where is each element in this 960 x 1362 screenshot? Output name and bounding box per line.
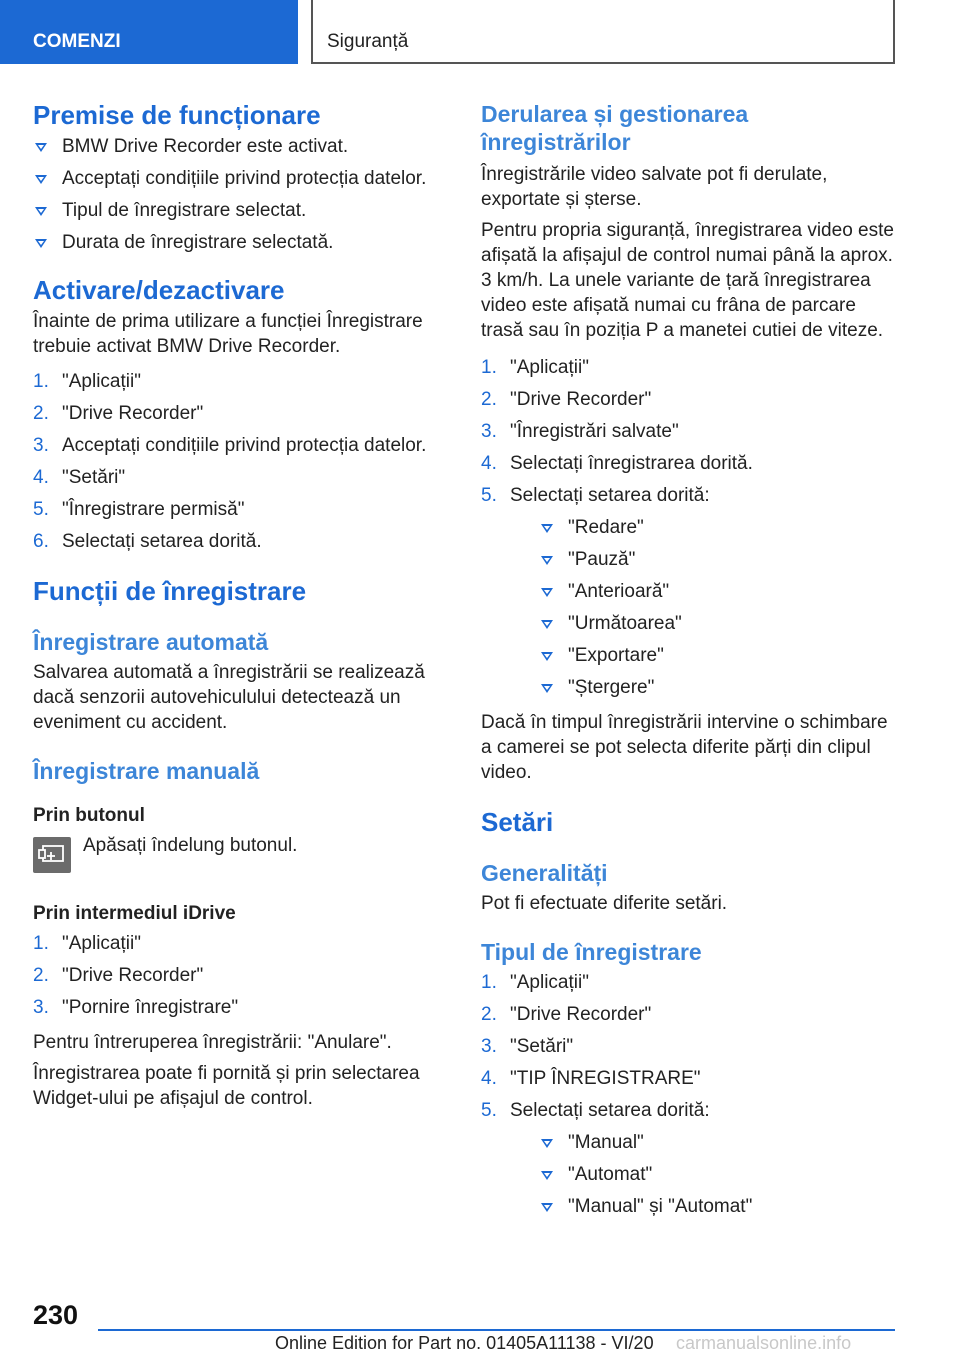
derulare-text2: Pentru propria siguranță, înregistrarea video este afișată la afișajul de control numai până la aprox. 3 km/h. La unele variante de țară înregistrarea video este afișată numai cu frâna de parcare trasă sau în poziția P a manetei cutiei de viteze. bbox=[481, 220, 894, 341]
list-item: 5. Selectați setarea dorită: "Manual" "Automat" "Manual" și "Automat" bbox=[481, 1098, 896, 1219]
list-item: 6. Selectați setarea dorită. bbox=[33, 531, 262, 552]
list-item: 2. "Drive Recorder" bbox=[33, 965, 204, 986]
record-button-icon bbox=[33, 837, 71, 873]
list-item: 5. Selectați setarea dorită: "Redare" "Pauză" "Anterioară" "Următoarea" "Exportare" "Ștergere" bbox=[481, 483, 896, 700]
button-instruction bbox=[33, 833, 448, 883]
triangle-bullet-icon bbox=[541, 620, 553, 629]
manuala-text1: Pentru întreruperea înregistrării: "Anulare". bbox=[33, 1032, 392, 1053]
triangle-bullet-icon bbox=[35, 175, 47, 184]
triangle-bullet-icon bbox=[541, 1171, 553, 1180]
list-item: 3. "Pornire înregistrare" bbox=[33, 997, 239, 1018]
idrive-steps bbox=[33, 931, 448, 1020]
list-item: Acceptați condițiile privind protecția datelor. bbox=[33, 166, 448, 191]
left-column bbox=[33, 100, 448, 1117]
list-item: 1. "Aplicații" bbox=[33, 933, 141, 954]
list-item: "Manual" bbox=[539, 1130, 896, 1155]
header-chapter-title: Siguranță bbox=[311, 0, 895, 64]
triangle-bullet-icon bbox=[35, 143, 47, 152]
list-item: "Manual" și "Automat" bbox=[539, 1194, 896, 1219]
header-section-tab: COMENZI bbox=[0, 0, 298, 64]
triangle-bullet-icon bbox=[541, 652, 553, 661]
footer-divider bbox=[98, 1329, 895, 1331]
list-item: BMW Drive Recorder este activat. bbox=[33, 134, 448, 159]
generalitati-text: Pot fi efectuate diferite setări. bbox=[481, 893, 728, 914]
activare-text: Înainte de prima utilizare a funcției Înregistrare trebuie activat BMW Drive Recorder. bbox=[33, 311, 423, 357]
list-item: 5. "Înregistrare permisă" bbox=[33, 499, 245, 520]
heading-premise: Premise de funcționare bbox=[33, 100, 321, 130]
heading-prin-idrive: Prin intermediul iDrive bbox=[33, 903, 236, 924]
list-item: "Redare" bbox=[539, 515, 896, 540]
triangle-bullet-icon bbox=[541, 1203, 553, 1212]
list-item: 2. "Drive Recorder" bbox=[33, 403, 204, 424]
list-item: 4. Selectați înregistrarea dorită. bbox=[481, 453, 753, 474]
list-item: 1. "Aplicații" bbox=[33, 371, 141, 392]
triangle-bullet-icon bbox=[35, 207, 47, 216]
derulare-text1: Înregistrările video salvate pot fi derulate, exportate și șterse. bbox=[481, 164, 828, 210]
derulare-text3: Dacă în timpul înregistrării intervine o schimbare a camerei se pot selecta diferite părți din clipul video. bbox=[481, 712, 888, 783]
heading-generalitati: Generalități bbox=[481, 860, 608, 886]
list-item: 4. "TIP ÎNREGISTRARE" bbox=[481, 1068, 701, 1089]
list-item: Durata de înregistrare selectată. bbox=[33, 230, 448, 255]
list-item: "Următoarea" bbox=[539, 611, 896, 636]
automata-text: Salvarea automată a înregistrării se realizează dacă senzorii autovehiculului detectează un eveniment cu accident. bbox=[33, 662, 425, 733]
footer-watermark: carmanualsonline.info bbox=[676, 1333, 852, 1353]
list-item: "Exportare" bbox=[539, 643, 896, 668]
manuala-text2: Înregistrarea poate fi pornită și prin selectarea Widget-ului pe afișajul de control. bbox=[33, 1063, 420, 1109]
list-item: 4. "Setări" bbox=[33, 467, 126, 488]
list-item: Tipul de înregistrare selectat. bbox=[33, 198, 448, 223]
heading-automata: Înregistrare automată bbox=[33, 629, 269, 655]
right-column bbox=[481, 100, 896, 1229]
triangle-bullet-icon bbox=[541, 684, 553, 693]
list-item: 3. "Setări" bbox=[481, 1036, 574, 1057]
list-item: 3. "Înregistrări salvate" bbox=[481, 421, 679, 442]
tipul-steps bbox=[481, 970, 896, 1219]
derulare-options bbox=[539, 515, 896, 700]
heading-derulare: Derularea și gestionarea înregistrărilor bbox=[481, 101, 749, 155]
list-item: 2. "Drive Recorder" bbox=[481, 1004, 652, 1025]
button-text: Apăsați îndelung butonul. bbox=[83, 835, 298, 856]
list-item: 3. Acceptați condițiile privind protecția datelor. bbox=[33, 435, 427, 456]
tipul-options bbox=[539, 1130, 896, 1219]
list-item: "Anterioară" bbox=[539, 579, 896, 604]
list-item: "Ștergere" bbox=[539, 675, 896, 700]
activare-steps bbox=[33, 369, 448, 554]
premise-list bbox=[33, 134, 448, 255]
heading-setari: Setări bbox=[481, 807, 554, 837]
list-item: "Automat" bbox=[539, 1162, 896, 1187]
triangle-bullet-icon bbox=[541, 1139, 553, 1148]
heading-manuala: Înregistrare manuală bbox=[33, 758, 260, 784]
heading-prin-buton: Prin butonul bbox=[33, 805, 145, 826]
list-item: 1. "Aplicații" bbox=[481, 357, 589, 378]
triangle-bullet-icon bbox=[541, 588, 553, 597]
triangle-bullet-icon bbox=[35, 239, 47, 248]
footer-edition: Online Edition for Part no. 01405A11138 - VI/20 bbox=[275, 1333, 654, 1353]
page-number: 230 bbox=[33, 1300, 79, 1330]
list-item: 2. "Drive Recorder" bbox=[481, 389, 652, 410]
heading-tipul: Tipul de înregistrare bbox=[481, 939, 702, 965]
heading-activare: Activare/dezactivare bbox=[33, 275, 285, 305]
heading-functii: Funcții de înregistrare bbox=[33, 576, 307, 606]
list-item: "Pauză" bbox=[539, 547, 896, 572]
list-item: 1. "Aplicații" bbox=[481, 972, 589, 993]
triangle-bullet-icon bbox=[541, 556, 553, 565]
derulare-steps bbox=[481, 355, 896, 700]
triangle-bullet-icon bbox=[541, 524, 553, 533]
